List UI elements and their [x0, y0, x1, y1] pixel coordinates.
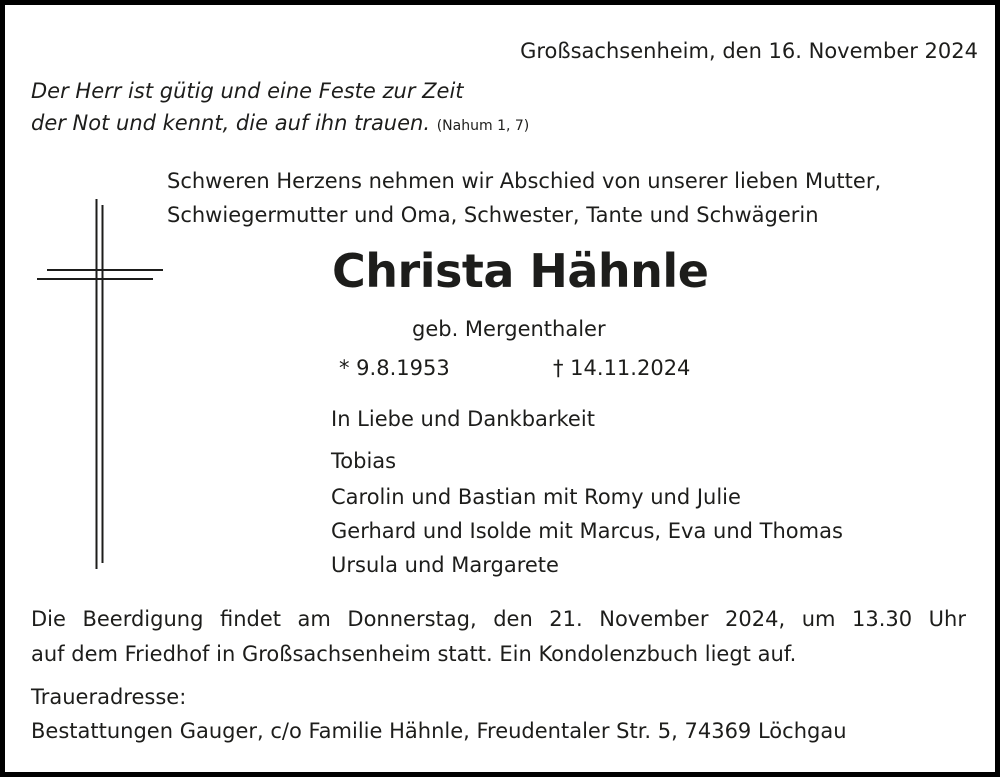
double-line-cross-icon [35, 197, 175, 577]
mourner-line: Gerhard und Isolde mit Marcus, Eva und Thomas [331, 519, 843, 543]
deceased-name: Christa Hähnle [332, 244, 709, 298]
funeral-line-1: Die Beerdigung findet am Donnerstag, den 21. November 2024, um 13.30 Uhr [31, 607, 966, 631]
funeral-line-2: auf dem Friedhof in Großsachsenheim statt. Ein Kondolenzbuch liegt auf. [31, 642, 797, 666]
intro-line-1: Schweren Herzens nehmen wir Abschied von unserer lieben Mutter, [167, 169, 882, 193]
mourners-heading: In Liebe und Dankbarkeit [331, 407, 595, 431]
address-value: Bestattungen Gauger, c/o Familie Hähnle, Freudentaler Str. 5, 74369 Löchgau [31, 719, 847, 743]
birth-date: * 9.8.1953 [339, 356, 450, 380]
place-date: Großsachsenheim, den 16. November 2024 [520, 39, 978, 63]
death-date: † 14.11.2024 [553, 356, 691, 380]
verse-line-2 [31, 110, 529, 139]
verse-reference: (Nahum 1, 7) [436, 118, 530, 134]
mourner-line: Carolin und Bastian mit Romy und Julie [331, 485, 741, 509]
verse-line-1: Der Herr ist gütig und eine Feste zur Zeit [31, 79, 464, 103]
maiden-name: geb. Mergenthaler [412, 317, 606, 341]
address-label: Traueradresse: [31, 685, 187, 709]
mourner-line: Tobias [331, 449, 397, 473]
verse-text: der Not und kennt, die auf ihn trauen. [31, 111, 431, 135]
intro-line-2: Schwiegermutter und Oma, Schwester, Tante und Schwägerin [167, 203, 819, 227]
mourner-line: Ursula und Margarete [331, 553, 559, 577]
